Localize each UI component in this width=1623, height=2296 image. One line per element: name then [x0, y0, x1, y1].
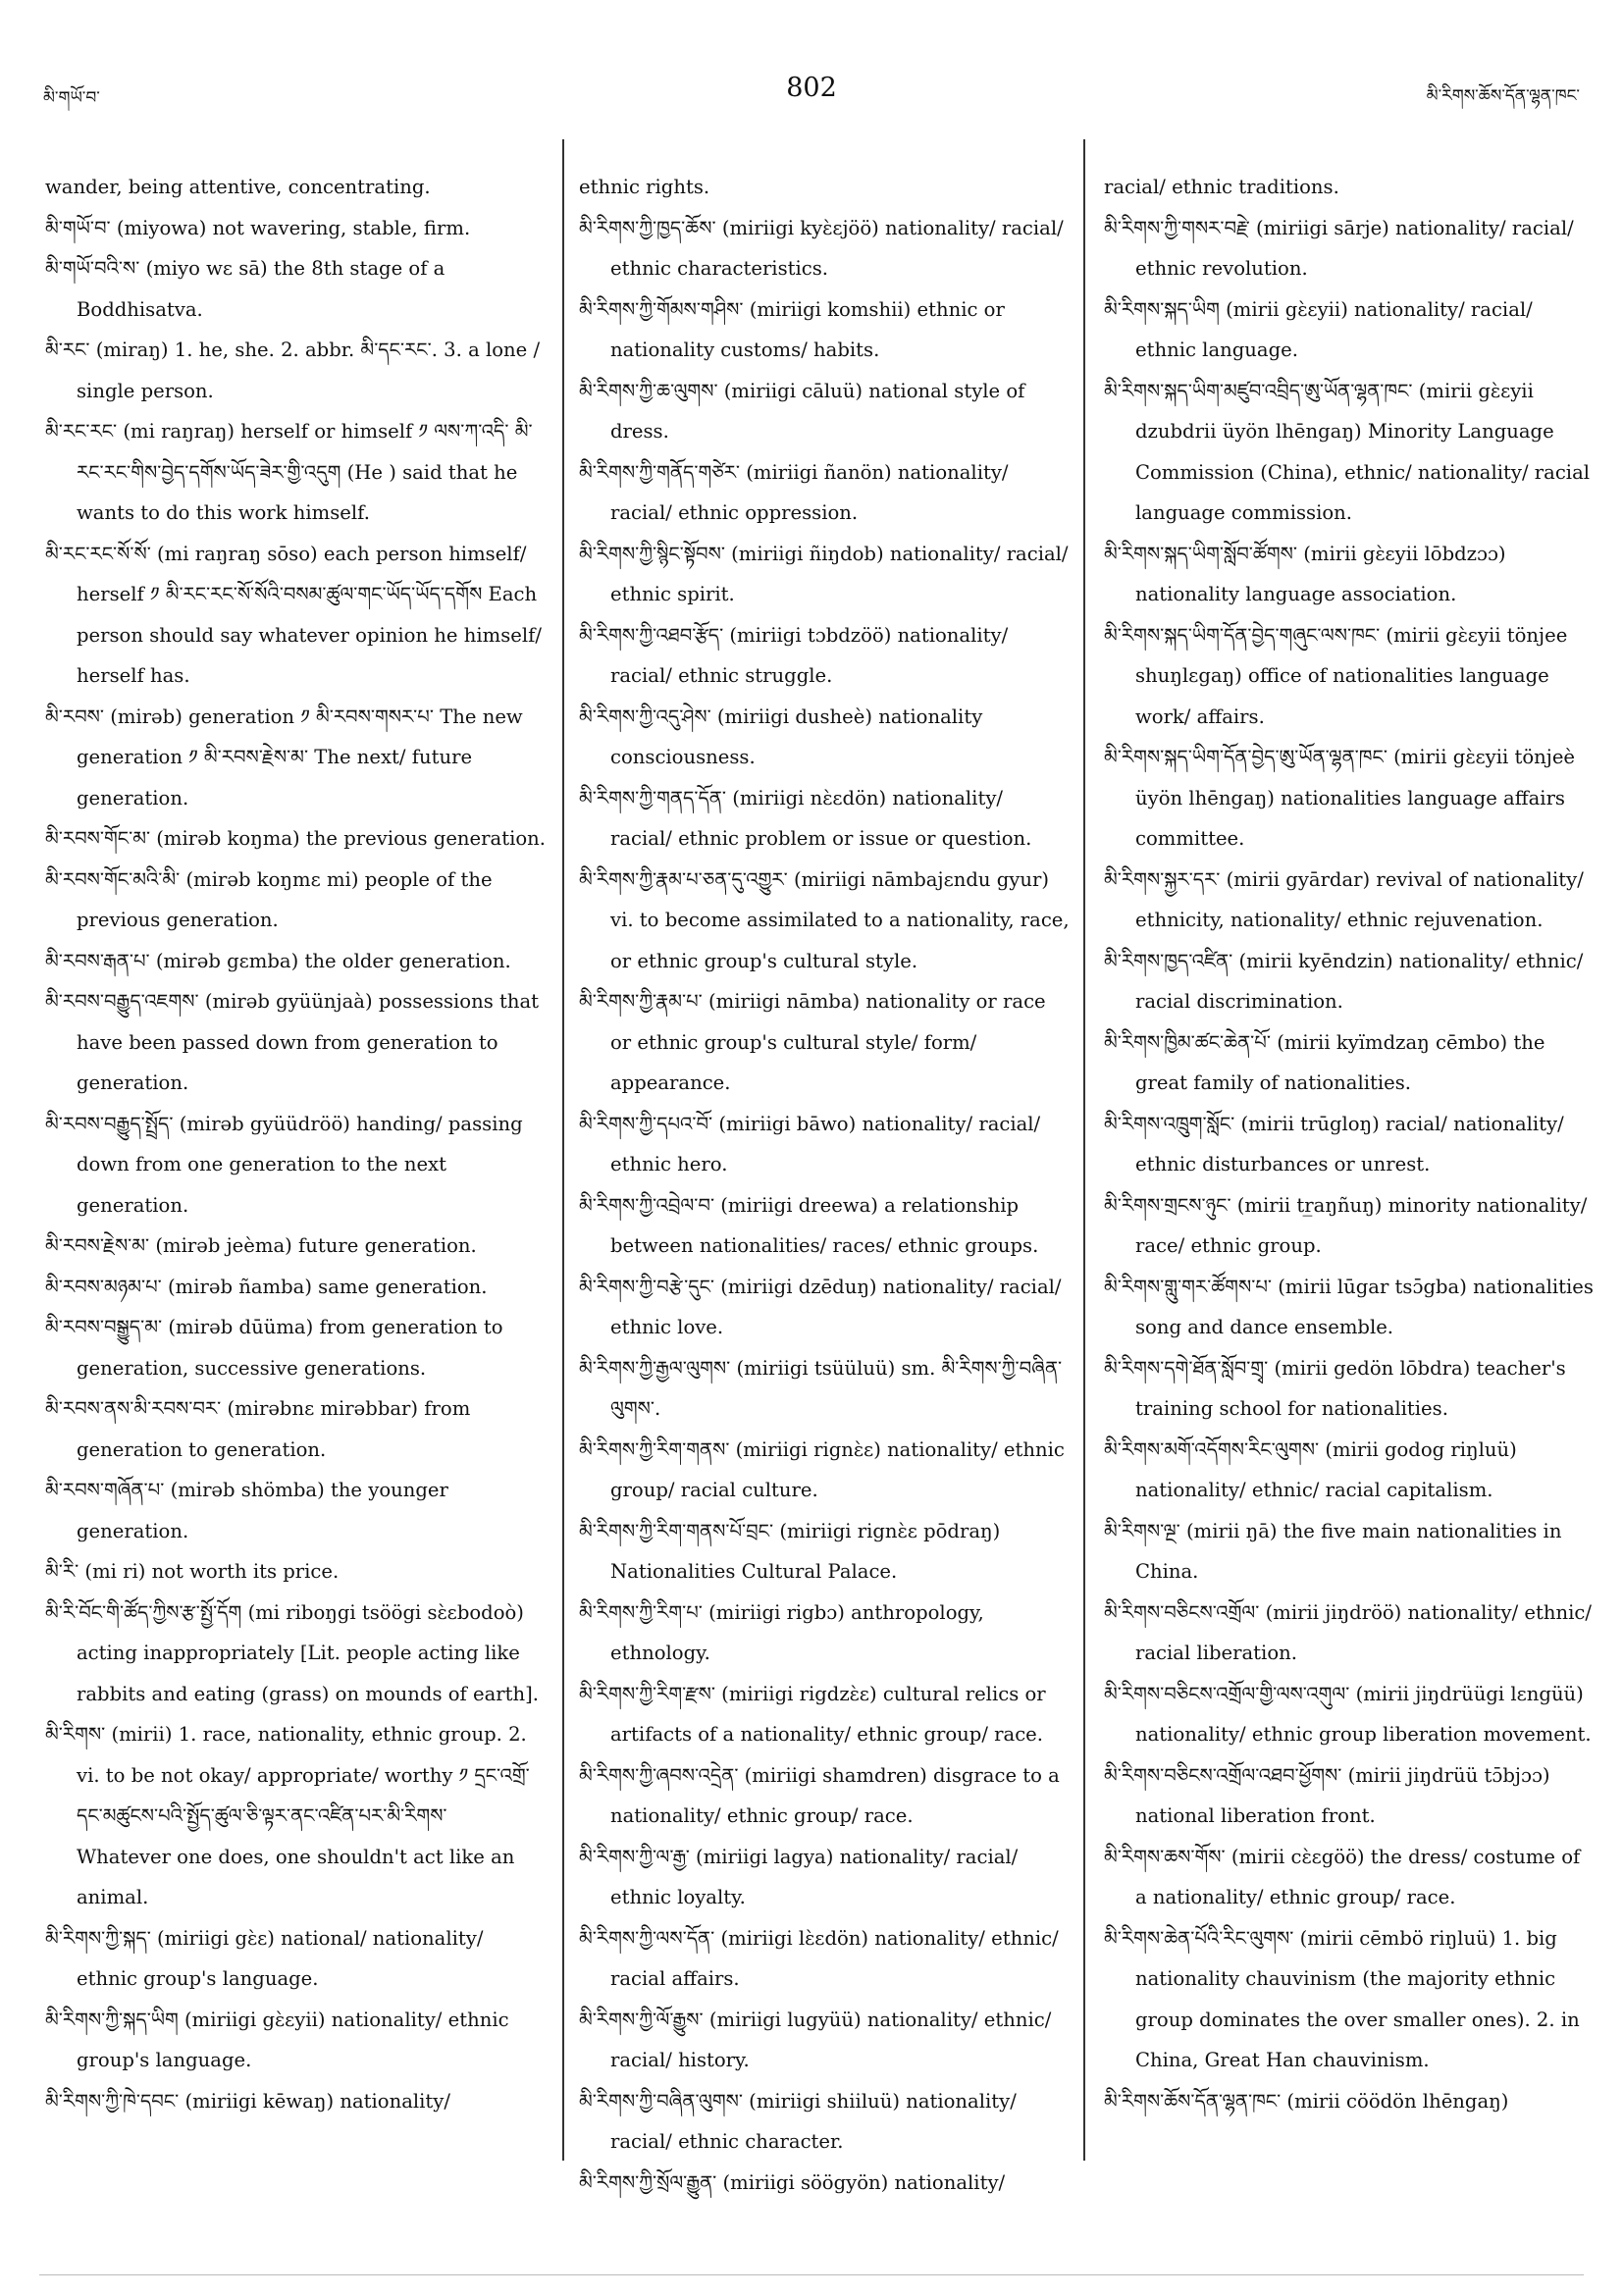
dictionary-entry: མི་རིགས་འཁྲུག་སློང་ (mirii trūgloŋ) racial/ nationality/ ethnic disturbances or unrest. [1104, 1112, 1564, 1175]
dictionary-entry: མི་རིགས་ཀྱི་སྙིང་སྟོབས་ (miriigi ñiŋdob) nationality/ racial/ ethnic spirit. [579, 542, 1069, 605]
dictionary-entry: racial/ ethnic traditions. [1104, 176, 1339, 198]
dictionary-entry: མི་རིགས་ཀྱི་ཁྱད་ཆོས་ (miriigi kyɛ̀ɛjöö) nationality/ racial/ ethnic characteristics. [579, 216, 1064, 280]
dictionary-entry: མི་རིགས་བཅིངས་འགྲོལ་གྱི་ལས་འགུལ་ (mirii jiŋdrüügi lɛngüü) nationality/ ethnic group liberation movement. [1104, 1682, 1592, 1746]
dictionary-entry: མི་རབས་རྒན་པ་ (mirəb gɛmba) the older generation. [45, 949, 511, 972]
dictionary-entry: མི་རིགས་ཀྱི་ལོ་རྒྱུས་ (miriigi lugyüü) nationality/ ethnic/ racial/ history. [579, 2008, 1052, 2071]
page-number: 802 [786, 73, 837, 103]
entry-column-3 [1104, 167, 1595, 2121]
dictionary-entry: མི་རིགས་སྐད་ཡིག་དོན་བྱེད་གཞུང་ལས་ཁང་ (mirii gɛ̀ɛyii tönjee shuŋlɛgaŋ) office of nationalities language work/ affairs. [1104, 623, 1568, 728]
dictionary-entry: མི་རིགས་ཀྱི་རིག་པ་ (miriigi rigbɔ) anthropology, ethnology. [579, 1600, 984, 1664]
dictionary-entry: མི་གཡོ་བའི་ས་ (miyo wɛ sā) the 8th stage of a Boddhisatva. [45, 257, 445, 321]
dictionary-entry: མི་རབས་བརྒྱུད་འཇགས་ (mirəb gyüünjaà) possessions that have been passed down from generation to generation. [45, 990, 540, 1094]
dictionary-entry: མི་རིགས་ཀྱི་རྒྱལ་ལུགས་ (miriigi tsüüluü) sm. མི་རིགས་ཀྱི་བཞིན་ལུགས་. [579, 1356, 1063, 1420]
dictionary-entry: མི་རབས་གོང་མ་ (mirəb koŋma) the previous generation. [45, 827, 546, 850]
dictionary-entry: མི་རབས་བསྒྱུད་མ་ (mirəb dūüma) from generation to generation, successive generations. [45, 1316, 503, 1380]
dictionary-entry: མི་རབས་མཉམ་པ་ (mirəb ñamba) same generation. [45, 1275, 488, 1298]
dictionary-entry: མི་རིགས་ཁྱད་འཛིན་ (mirii kyēndzin) nationality/ ethnic/ racial discrimination. [1104, 949, 1584, 1013]
dictionary-entry: མི་རབས་གཞོན་པ་ (mirəb shömba) the younger generation. [45, 1479, 448, 1542]
dictionary-entry: མི་རིགས་གླུ་གར་ཚོགས་པ་ (mirii lūgar tsɔ̄gba) nationalities song and dance ensemble. [1104, 1275, 1594, 1338]
dictionary-entry: མི་རི་ (mi ri) not worth its price. [45, 1560, 340, 1583]
dictionary-entry: མི་རབས་ (mirəb) generation ༡ མི་རབས་གསར་པ་ The new generation ༡ མི་རབས་རྗེས་མ་ The next/ future generation. [45, 704, 523, 809]
dictionary-entry: མི་རིགས་ཀྱི་ཁེ་དབང་ (miriigi kēwaŋ) nationality/ [45, 2089, 450, 2113]
dictionary-entry: མི་རི་བོང་གི་ཚོད་ཀྱིས་རྩ་སྤྱོ་དོག (mi riboŋgi tsöögi sɛ̀ɛbodoò) acting inappropriately [Lit. people acting like rabbits and eating (grass) on mounds of earth]. [45, 1600, 540, 1705]
dictionary-entry: མི་རིགས་ཀྱི་བརྩེ་དུང་ (miriigi dzēduŋ) nationality/ racial/ ethnic love. [579, 1275, 1062, 1338]
dictionary-entry: མི་རིགས་ཀྱི་རིག་རྫས་ (miriigi rigdzɛ̀ɛ) cultural relics or artifacts of a nationality/ ethnic group/ race. [579, 1682, 1046, 1746]
right-running-headword: མི་རིགས་ཆོས་དོན་ལྷན་ཁང་ [1426, 86, 1580, 106]
dictionary-entry: མི་རིགས་ཀྱི་རྣམ་པ་ (miriigi nāmba) nationality or race or ethnic group's cultural style/ form/ appearance. [579, 990, 1046, 1094]
entry-column-1 [45, 167, 546, 2121]
bottom-border [39, 2274, 1584, 2275]
dictionary-entry: མི་རབས་རྗེས་མ་ (mirəb jeèma) future generation. [45, 1234, 477, 1257]
dictionary-entry: མི་རབས་གོང་མའི་མི་ (mirəb koŋmɛ mi) people of the previous generation. [45, 867, 493, 931]
dictionary-entry: མི་རིགས་ཀྱི་འབྲེལ་བ་ (miriigi dreewa) a relationship between nationalities/ races/ ethnic groups. [579, 1193, 1039, 1257]
dictionary-entry: མི་རིགས་བཅིངས་འགྲོལ་ (mirii jiŋdröö) nationality/ ethnic/ racial liberation. [1104, 1600, 1592, 1664]
dictionary-entry: མི་རིགས་ཀྱི་སྲོལ་རྒྱུན་ (miriigi söögyön) nationality/ [579, 2170, 1006, 2194]
dictionary-entry: མི་རིགས་ཀྱི་གནོད་གཙེར་ (miriigi ñanön) nationality/ racial/ ethnic oppression. [579, 460, 1009, 524]
dictionary-entry: མི་རིགས་ཀྱི་སྐད་ (miriigi gɛ̀ɛ) national/ nationality/ ethnic group's language. [45, 1926, 484, 1990]
dictionary-entry: མི་རིགས་ཆོས་དོན་ལྷན་ཁང་ (mirii cöödön lhēngaŋ) [1104, 2089, 1509, 2113]
dictionary-entry: མི་རིགས་ཁྱིམ་ཚང་ཆེན་པོ་ (mirii kyïmdzaŋ cēmbo) the great family of nationalities. [1104, 1030, 1545, 1094]
dictionary-entry: མི་རིགས་ཀྱི་ལས་དོན་ (miriigi lɛ̀ɛdön) nationality/ ethnic/ racial affairs. [579, 1926, 1059, 1990]
left-running-headword: མི་གཡོ་བ་ [43, 88, 100, 108]
dictionary-entry: ethnic rights. [579, 176, 710, 198]
dictionary-entry: མི་རིགས་སྐད་ཡིག་དོན་བྱེད་ཨུ་ཡོན་ལྷན་ཁང་ (mirii gɛ̀ɛyii tönjeè üyön lhēngaŋ) nationalities language affairs committee. [1104, 746, 1576, 850]
entry-column-2 [579, 167, 1070, 2203]
dictionary-entry: མི་རིགས་ཀྱི་གོམས་གཤིས་ (miriigi komshii) ethnic or nationality customs/ habits. [579, 297, 1005, 361]
dictionary-entry: མི་རང་ (miraŋ) 1. he, she. 2. abbr. མི་དང་རང་. 3. a lone / single person. [45, 339, 541, 402]
dictionary-entry: wander, being attentive, concentrating. [45, 176, 431, 198]
dictionary-entry: མི་རིགས་ཀྱི་སྐད་ཡིག (miriigi gɛ̀ɛyii) nationality/ ethnic group's language. [45, 2008, 509, 2071]
dictionary-entry: མི་རིགས་ཆེན་པོའི་རིང་ལུགས་ (mirii cēmbö riŋluü) 1. big nationality chauvinism (the majority ethnic group dominates the over smaller ones). 2. in China, Great Han chauvinism. [1104, 1926, 1580, 2071]
dictionary-entry: མི་རིགས་སྐྱར་དར་ (mirii gyārdar) revival of nationality/ ethnicity, nationality/ ethnic rejuvenation. [1104, 867, 1584, 931]
dictionary-entry: མི་རིགས་མགོ་འདོགས་རིང་ལུགས་ (mirii godog riŋluü) nationality/ ethnic/ racial capitalism. [1104, 1437, 1517, 1501]
dictionary-entry: མི་གཡོ་བ་ (miyowa) not wavering, stable, firm. [45, 216, 471, 239]
dictionary-entry: མི་རིགས་ཀྱི་ལ་རྒྱ་ (miriigi lagya) nationality/ racial/ ethnic loyalty. [579, 1845, 1019, 1908]
column-divider [562, 139, 564, 2161]
dictionary-entry: མི་རིགས་ཀྱི་རྣམ་པ་ཅན་དུ་འགྱུར་ (miriigi nāmbajɛndu gyur) vi. to become assimilated to a nationality, race, or ethnic group's cultural style. [579, 867, 1070, 972]
column-divider [1083, 139, 1085, 2161]
dictionary-entry: མི་རིགས་སྐད་ཡིག (mirii gɛ̀ɛyii) nationality/ racial/ ethnic language. [1104, 297, 1533, 361]
dictionary-entry: མི་རིགས་ཀྱི་རིག་གནས་པོ་བྲང་ (miriigi rignɛ̀ɛ pōdraŋ) Nationalities Cultural Palace. [579, 1519, 1001, 1583]
dictionary-entry: མི་རིགས་ཀྱི་ཞབས་འདྲེན་ (miriigi shamdren) disgrace to a nationality/ ethnic group/ race. [579, 1763, 1060, 1827]
dictionary-entry: མི་རིགས་ཀྱི་འཐབ་རྩོད་ (miriigi tɔbdzöö) nationality/ racial/ ethnic struggle. [579, 623, 1009, 687]
dictionary-entry: མི་རིགས་གྲངས་ཉུང་ (mirii tr̲aŋñuŋ) minority nationality/ race/ ethnic group. [1104, 1193, 1588, 1257]
dictionary-entry: མི་རིགས་ཀྱི་གསར་བརྗེ་ (miriigi sārje) nationality/ racial/ ethnic revolution. [1104, 216, 1574, 280]
dictionary-entry: མི་རིགས་དགེ་ཐོན་སློབ་གྲྭ་ (mirii gedön lōbdra) teacher's training school for nationalities. [1104, 1356, 1566, 1420]
dictionary-entry: མི་རིགས་བཅིངས་འགྲོལ་འཐབ་ཕྱོགས་ (mirii jiŋdrüü tɔ̄bjɔɔ) national liberation front. [1104, 1763, 1550, 1827]
dictionary-entry: མི་རིགས་ཀྱི་ཆ་ལུགས་ (miriigi cāluü) national style of dress. [579, 379, 1025, 443]
dictionary-entry: མི་རིགས་ (mirii) 1. race, nationality, ethnic group. 2. vi. to be not okay/ appropriate/ worthy ༡ དྲང་འགྲོ་དང་མཚུངས་པའི་སྤྱོད་ཚུལ་ཅི་ལྟར་ནང་འཛིན་པར་མི་རིགས་ Whatever one does, one shouldn't act like an animal. [45, 1723, 530, 1908]
dictionary-entry: མི་རང་རང་སོ་སོ་ (mi raŋraŋ sōso) each person himself/ herself ༡ མི་རང་རང་སོ་སོའི་བསམ་ཚུལ་གང་ཡོད་ཡོད་དགོས Each person should say whatever opinion he himself/ herself has. [45, 542, 542, 687]
dictionary-entry: མི་རིགས་ཆས་གོས་ (mirii cɛ̀ɛgöö) the dress/ costume of a nationality/ ethnic group/ race. [1104, 1845, 1581, 1908]
dictionary-entry: མི་རིགས་ཀྱི་གནད་དོན་ (miriigi nɛ̀ɛdön) nationality/ racial/ ethnic problem or issue or question. [579, 786, 1032, 850]
dictionary-entry: མི་རང་རང་ (mi raŋraŋ) herself or himself ༡ ལས་ཀ་འདི་ མི་རང་རང་གིས་བྱེད་དགོས་ཡོད་ཟེར་གྱི་འདུག (He ) said that he wants to do this work himself. [45, 420, 533, 524]
dictionary-entry: མི་རིགས་ལྔ་ (mirii ŋā) the five main nationalities in China. [1104, 1519, 1562, 1583]
dictionary-entry: མི་རིགས་ཀྱི་རིག་གནས་ (miriigi rignɛ̀ɛ) nationality/ ethnic group/ racial culture. [579, 1437, 1065, 1501]
dictionary-entry: མི་རབས་ནས་མི་རབས་བར་ (mirəbnɛ mirəbbar) from generation to generation. [45, 1397, 471, 1461]
dictionary-entry: མི་རིགས་སྐད་ཡིག་སློབ་ཚོགས་ (mirii gɛ̀ɛyii lōbdzɔɔ) nationality language association. [1104, 542, 1506, 605]
dictionary-entry: མི་རིགས་ཀྱི་བཞིན་ལུགས་ (miriigi shiiluü) nationality/ racial/ ethnic character. [579, 2089, 1017, 2153]
dictionary-entry: མི་རིགས་སྐད་ཡིག་མཛུབ་འབྲིད་ཨུ་ཡོན་ལྷན་ཁང་ (mirii gɛ̀ɛyii dzubdrii üyön lhēngaŋ) Minority Language Commission (China), ethnic/ nationality/ racial language commission. [1104, 379, 1591, 524]
dictionary-entry: མི་རིགས་ཀྱི་དཔའ་བོ་ (miriigi bāwo) nationality/ racial/ ethnic hero. [579, 1112, 1041, 1175]
dictionary-entry: མི་རབས་བརྒྱུད་སྤྲོད་ (mirəb gyüüdröö) handing/ passing down from one generation to the next generation. [45, 1112, 523, 1217]
dictionary-entry: མི་རིགས་ཀྱི་འདུ་ཤེས་ (miriigi dusheè) nationality consciousness. [579, 704, 983, 768]
